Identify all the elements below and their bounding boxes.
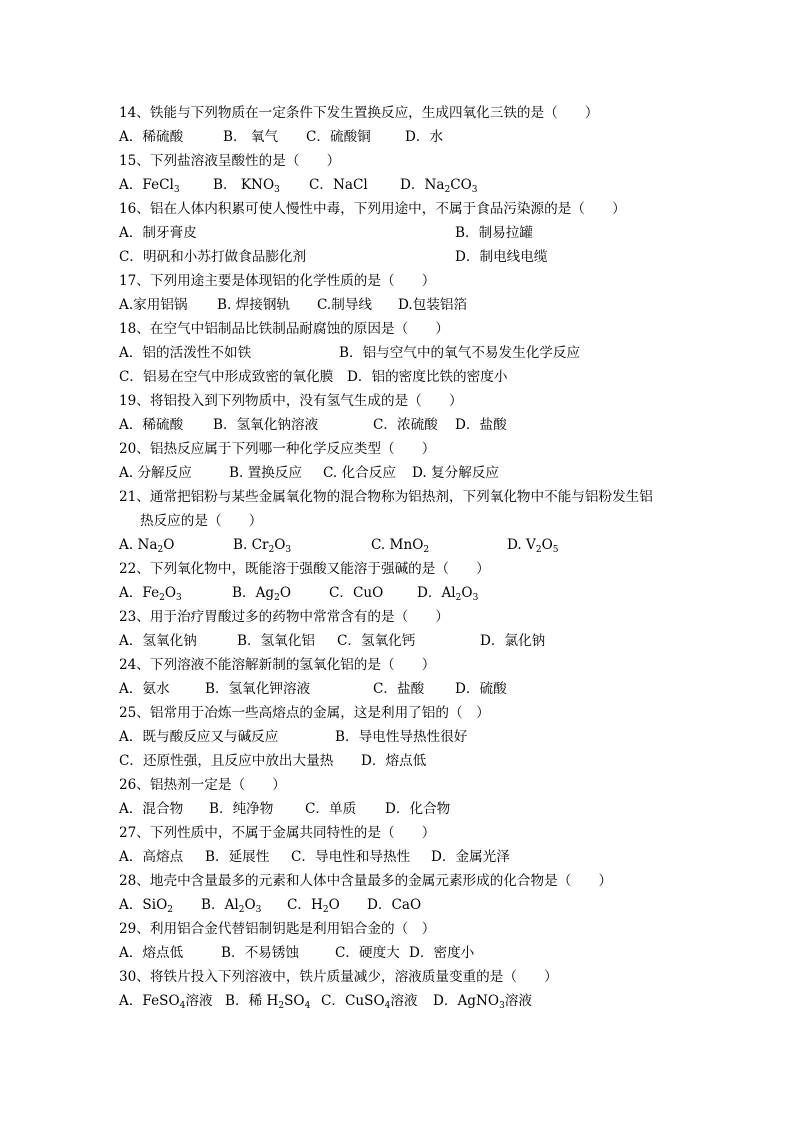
option-a: A．FeCl$_3$ bbox=[119, 177, 180, 195]
option-d: D．$Na_2CO_3$ bbox=[400, 177, 478, 195]
question-29-stem: 29、利用铝合金代替铝制钥匙是利用铝合金的（ ） bbox=[119, 921, 436, 937]
question-20-stem: 20、铝热反应属于下列哪一种化学反应类型（ ） bbox=[119, 441, 436, 457]
question-28-stem: 28、地壳中含量最多的元素和人体中含量最多的金属元素形成的化合物是（ ） bbox=[119, 873, 613, 889]
option-d: D．制电线电缆 bbox=[455, 249, 548, 265]
question-14-options bbox=[119, 127, 443, 149]
option-d: D．化合物 bbox=[385, 801, 451, 817]
option-b: B． $KNO_3$ bbox=[213, 177, 280, 195]
question-24-stem: 24、下列溶液不能溶解新制的氢氧化铝的是（ ） bbox=[119, 657, 436, 673]
question-26-options bbox=[119, 799, 450, 821]
question-18-stem: 18、在空气中铝制品比铁制品耐腐蚀的原因是（ ） bbox=[119, 321, 449, 337]
question-16-options-row1 bbox=[119, 223, 533, 245]
option-c: C．浓硫酸 bbox=[373, 417, 438, 433]
question-24-options bbox=[119, 679, 507, 701]
question-18-options-row1 bbox=[119, 343, 580, 365]
option-c: C．还原性强，且反应中放出大量热 bbox=[119, 753, 334, 769]
option-c: C．盐酸 bbox=[373, 681, 425, 697]
option-a: A. 分解反应 bbox=[119, 465, 192, 481]
option-c: C. 化合反应 bbox=[323, 465, 396, 481]
option-b: B．制易拉罐 bbox=[455, 225, 533, 241]
option-a: A．高熔点 bbox=[119, 849, 184, 865]
option-d: D．熔点低 bbox=[361, 753, 427, 769]
option-b: B．纯净物 bbox=[209, 801, 274, 817]
option-b: B. 焊接钢轨 bbox=[217, 297, 291, 313]
option-c: C．导电性和导热性 bbox=[291, 849, 411, 865]
question-23-stem: 23、用于治疗胃酸过多的药物中常常含有的是（ ） bbox=[119, 609, 449, 625]
option-d: D．密度小 bbox=[409, 945, 475, 961]
option-a: A．既与酸反应又与碱反应 bbox=[119, 729, 279, 745]
question-27-stem: 27、下列性质中，不属于金属共同特性的是（ ） bbox=[119, 825, 436, 841]
option-c: C．CuO bbox=[329, 585, 384, 601]
question-15-stem: 15、下列盐溶液呈酸性的是（ ） bbox=[119, 153, 341, 169]
question-22-options bbox=[119, 583, 478, 605]
option-c: C．$H_2O$ bbox=[287, 897, 340, 915]
option-d: D. $V_2O_5$ bbox=[507, 537, 559, 555]
option-d: D．AgNO$_3$溶液 bbox=[433, 993, 532, 1011]
option-a: A．FeSO$_4$溶液 bbox=[119, 993, 213, 1011]
option-b: B．$Ag_2O$ bbox=[232, 585, 291, 603]
question-22-stem: 22、下列氧化物中，既能溶于强酸又能溶于强碱的是（ ） bbox=[119, 561, 490, 577]
option-b: B．铝与空气中的氧气不易发生化学反应 bbox=[339, 345, 581, 361]
option-d: D.包装铝箔 bbox=[398, 297, 468, 313]
option-b: B. 置换反应 bbox=[229, 465, 303, 481]
question-29-options bbox=[119, 943, 474, 965]
question-19-stem: 19、将铝投入到下列物质中，没有氢气生成的是（ ） bbox=[119, 393, 463, 409]
option-d: D．铝的密度比铁的密度小 bbox=[347, 369, 508, 385]
option-a: A．铝的活泼性不如铁 bbox=[119, 345, 252, 361]
question-30-options bbox=[119, 991, 532, 1013]
option-b: B．导电性导热性很好 bbox=[335, 729, 468, 745]
question-28-options bbox=[119, 895, 421, 917]
option-d: D．金属光泽 bbox=[431, 849, 510, 865]
option-c: C.制导线 bbox=[317, 297, 373, 313]
option-a: A．氨水 bbox=[119, 681, 170, 697]
option-d: D. 复分解反应 bbox=[412, 465, 500, 481]
option-c: C．CuSO$_4$溶液 bbox=[321, 993, 418, 1011]
option-a: A．制牙膏皮 bbox=[119, 225, 197, 241]
option-a: A．稀硫酸 bbox=[119, 129, 184, 145]
question-21-options bbox=[119, 535, 559, 557]
option-d: D．$Al_2O_3$ bbox=[417, 585, 479, 603]
question-25-options-row1 bbox=[119, 727, 467, 749]
option-c: C．硬度大 bbox=[335, 945, 400, 961]
option-b: B．氢氧化钠溶液 bbox=[213, 417, 319, 433]
option-d: D．水 bbox=[405, 129, 444, 145]
option-c: C．铝易在空气中形成致密的氧化膜 bbox=[119, 369, 334, 385]
question-21-stem: 21、通常把铝粉与某些金属氧化物的混合物称为铝热剂，下列氧化物中不能与铝粉发生铝 bbox=[119, 489, 653, 505]
option-b: B. $Cr_2O_3$ bbox=[233, 537, 292, 555]
option-b: B．氢氧化钾溶液 bbox=[205, 681, 311, 697]
option-c: C．氢氧化钙 bbox=[337, 633, 416, 649]
option-a: A．SiO$_2$ bbox=[119, 897, 173, 915]
option-b: B．不易锈蚀 bbox=[221, 945, 299, 961]
option-a: A．熔点低 bbox=[119, 945, 184, 961]
question-20-options bbox=[119, 463, 499, 485]
question-23-options bbox=[119, 631, 545, 653]
question-15-options bbox=[119, 175, 478, 197]
option-d: D．CaO bbox=[367, 897, 422, 913]
option-c: C．硫酸铜 bbox=[306, 129, 371, 145]
question-14-stem: 14、铁能与下列物质在一定条件下发生置换反应，生成四氧化三铁的是（ ） bbox=[119, 105, 599, 121]
option-a: A.家用铝锅 bbox=[119, 297, 188, 313]
question-17-stem: 17、下列用途主要是体现铝的化学性质的是（ ） bbox=[119, 273, 436, 289]
question-25-options-row2 bbox=[119, 751, 426, 773]
option-d: D．氯化钠 bbox=[480, 633, 546, 649]
option-d: D．盐酸 bbox=[455, 417, 507, 433]
question-16-stem: 16、铝在人体内积累可使人慢性中毒，下列用途中，不属于食品污染源的是（ ） bbox=[119, 201, 626, 217]
option-a: A．$Fe_2O_3$ bbox=[119, 585, 182, 603]
option-d: D．硫酸 bbox=[455, 681, 507, 697]
option-a: A．稀硫酸 bbox=[119, 417, 184, 433]
question-18-options-row2 bbox=[119, 367, 507, 389]
option-c: C．明矾和小苏打做食品膨化剂 bbox=[119, 249, 307, 265]
option-b: B． 氧气 bbox=[223, 129, 279, 145]
option-c: C．NaCl bbox=[309, 177, 368, 193]
option-c: C．单质 bbox=[305, 801, 357, 817]
question-27-options bbox=[119, 847, 510, 869]
question-30-stem: 30、将铁片投入下列溶液中，铁片质量减少，溶液质量变重的是（ ） bbox=[119, 969, 558, 985]
option-a: A．氢氧化钠 bbox=[119, 633, 197, 649]
question-21-stem-continued: 热反应的是（ ） bbox=[140, 513, 263, 529]
question-19-options bbox=[119, 415, 507, 437]
option-a: A．混合物 bbox=[119, 801, 184, 817]
option-c: C. MnO$_2$ bbox=[371, 537, 430, 555]
option-b: B．延展性 bbox=[205, 849, 270, 865]
question-26-stem: 26、铝热剂一定是（ ） bbox=[119, 777, 286, 793]
question-17-options bbox=[119, 295, 467, 317]
option-b: B．氢氧化铝 bbox=[237, 633, 315, 649]
option-b: B．$Al_2O_3$ bbox=[201, 897, 262, 915]
question-25-stem: 25、铝常用于冶炼一些高熔点的金属，这是利用了铝的（ ） bbox=[119, 705, 490, 721]
question-16-options-row2 bbox=[119, 247, 547, 269]
option-a: A. $Na_2O$ bbox=[119, 537, 175, 555]
option-b: B．稀 $H_2SO_4$ bbox=[225, 993, 311, 1011]
